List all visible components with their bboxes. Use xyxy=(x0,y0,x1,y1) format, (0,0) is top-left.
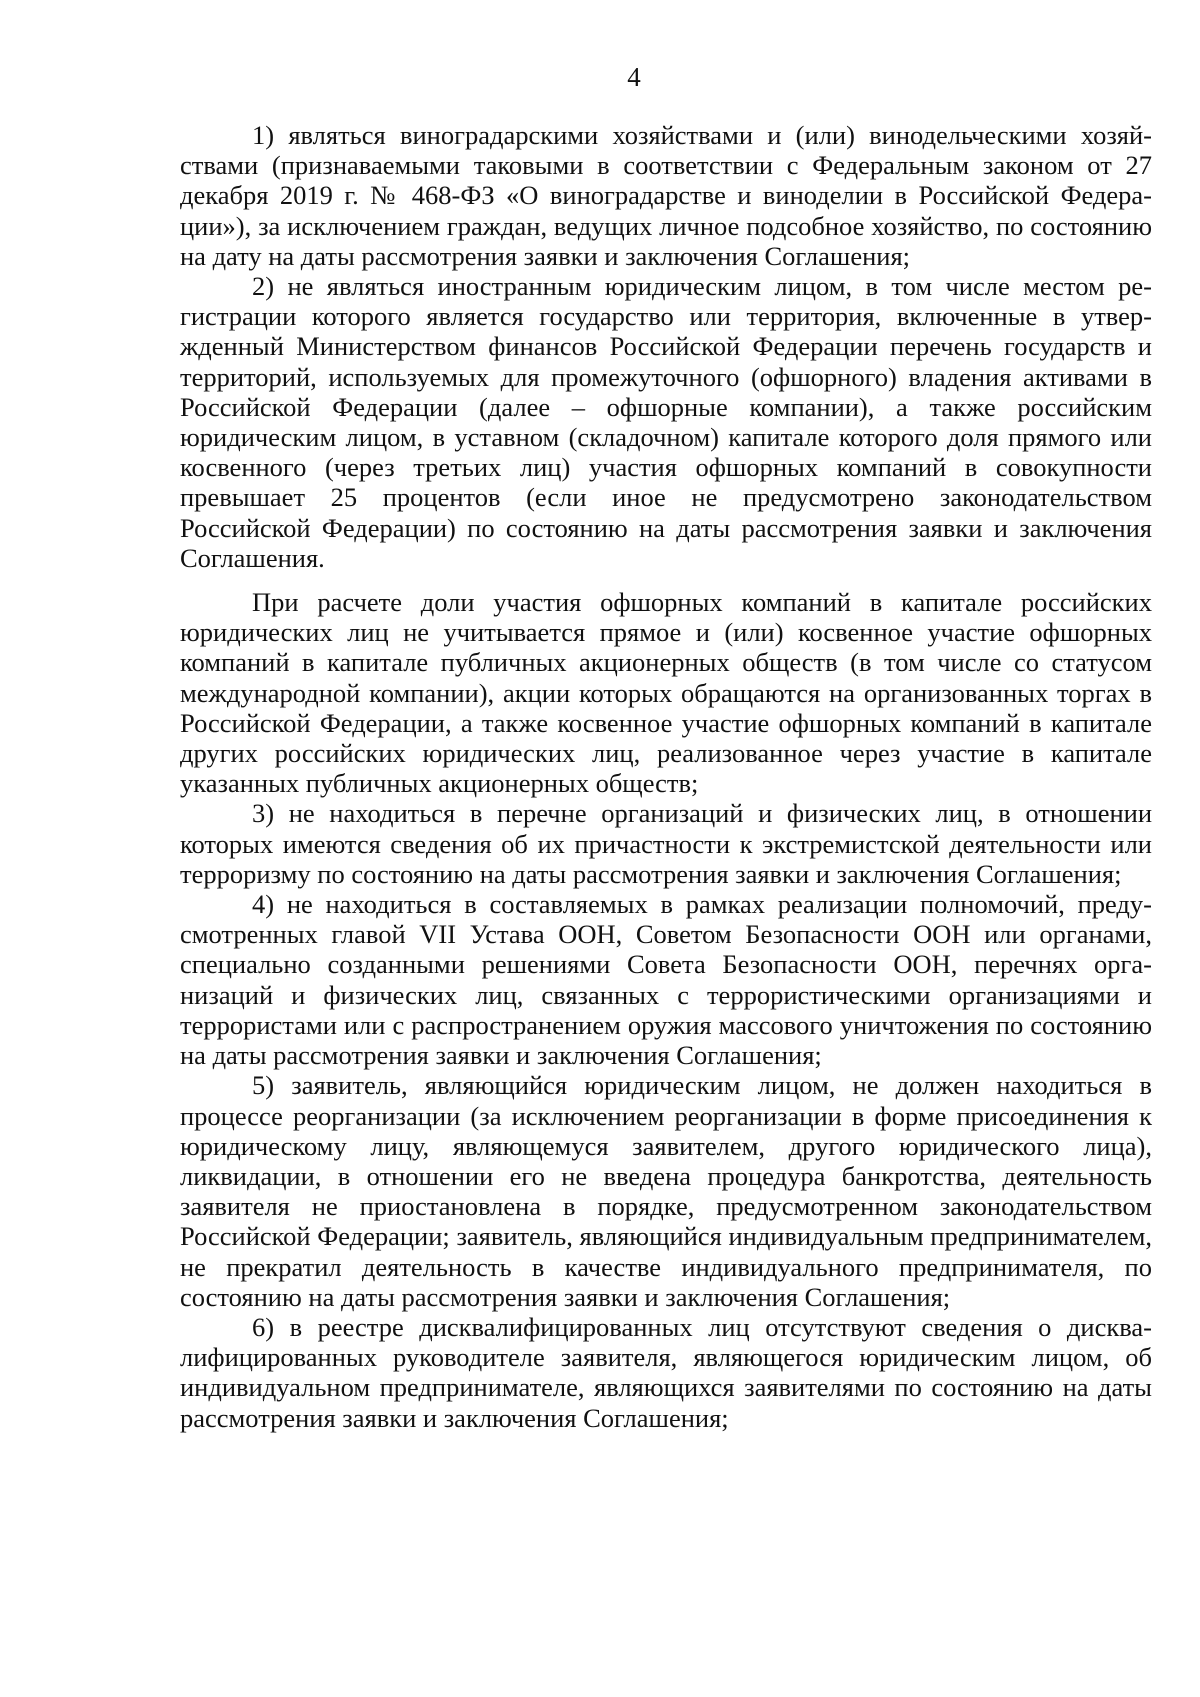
document-body xyxy=(180,120,1152,1433)
paragraph-item-6: 6) в реестре дисквалифицированных лиц отсутствуют сведения о дисквалифицированных руководителе заявителя, являющегося юридическим лицом, об индивидуальном предпринимателе, являющихся заявителями по состоянию на даты рассмотрения заявки и заключения Соглашения; xyxy=(180,1311,1152,1433)
paragraph-item-1: 1) являться виноградарскими хозяйствами и (или) винодельческими хозяйствами (признаваемыми таковыми в соответствии с Федеральным законом от 27 декабря 2019 г. № 468-ФЗ «О виноградарстве и виноделии в Российской Федерации»), за исключением граждан, ведущих личное подсобное хозяйство, по состоянию на дату на даты рассмотрения заявки и заключения Соглашения; xyxy=(180,120,1152,271)
paragraph-item-2: 2) не являться иностранным юридическим лицом, в том числе местом регистрации которого является государство или территория, включенные в утвержденный Министерством финансов Российской Федерации перечень государств и территорий, используемых для промежуточного (офшорного) владения активами в Российской Федерации (далее – офшорные компании), а также российским юридическим лицом, в уставном (складочном) капитале которого доля прямого или косвенного (через третьих лиц) участия офшорных компаний в совокупности превышает 25 процентов (если иное не предусмотрено законодательством Российской Федерации) по состоянию на даты рассмотрения заявки и заключения Соглашения. xyxy=(180,271,1152,573)
page-number: 4 xyxy=(627,62,641,92)
paragraph-item-3: 3) не находиться в перечне организаций и физических лиц, в отношении которых имеются сведения об их причастности к экстремистской деятельности или терроризму по состоянию на даты рассмотрения заявки и заключения Соглашения; xyxy=(180,798,1152,889)
paragraph-item-5: 5) заявитель, являющийся юридическим лицом, не должен находиться в процессе реорганизации (за исключением реорганизации в форме присоединения к юридическому лицу, являющемуся заявителем, другого юридического лица), ликвидации, в отношении его не введена процедура банкротства, деятельность заявителя не приостановлена в порядке, предусмотренном законодательством Российской Федерации; заявитель, являющийся индивидуальным предпринимателем, не прекратил деятельность в качестве индивидуального предпринимателя, по состоянию на даты рассмотрения заявки и заключения Соглашения; xyxy=(180,1070,1152,1312)
paragraph-offshore-share: При расчете доли участия офшорных компаний в капитале российских юридических лиц не учитывается прямое и (или) косвенное участие офшорных компаний в капитале публичных акционерных обществ (в том числе со статусом международной компании), акции которых обращаются на организованных торгах в Российской Федерации, а также косвенное участие офшорных компаний в капитале других российских юридических лиц, реализованное через участие в капитале указанных публичных акционерных обществ; xyxy=(180,587,1152,799)
paragraph-item-4: 4) не находиться в составляемых в рамках реализации полномочий, предусмотренных главой VII Устава ООН, Советом Безопасности ООН или органами, специально созданными решениями Совета Безопасности ООН, перечнях организаций и физических лиц, связанных с террористическими организациями и террористами или с распространением оружия массового уничтожения по состоянию на даты рассмотрения заявки и заключения Соглашения; xyxy=(180,889,1152,1071)
